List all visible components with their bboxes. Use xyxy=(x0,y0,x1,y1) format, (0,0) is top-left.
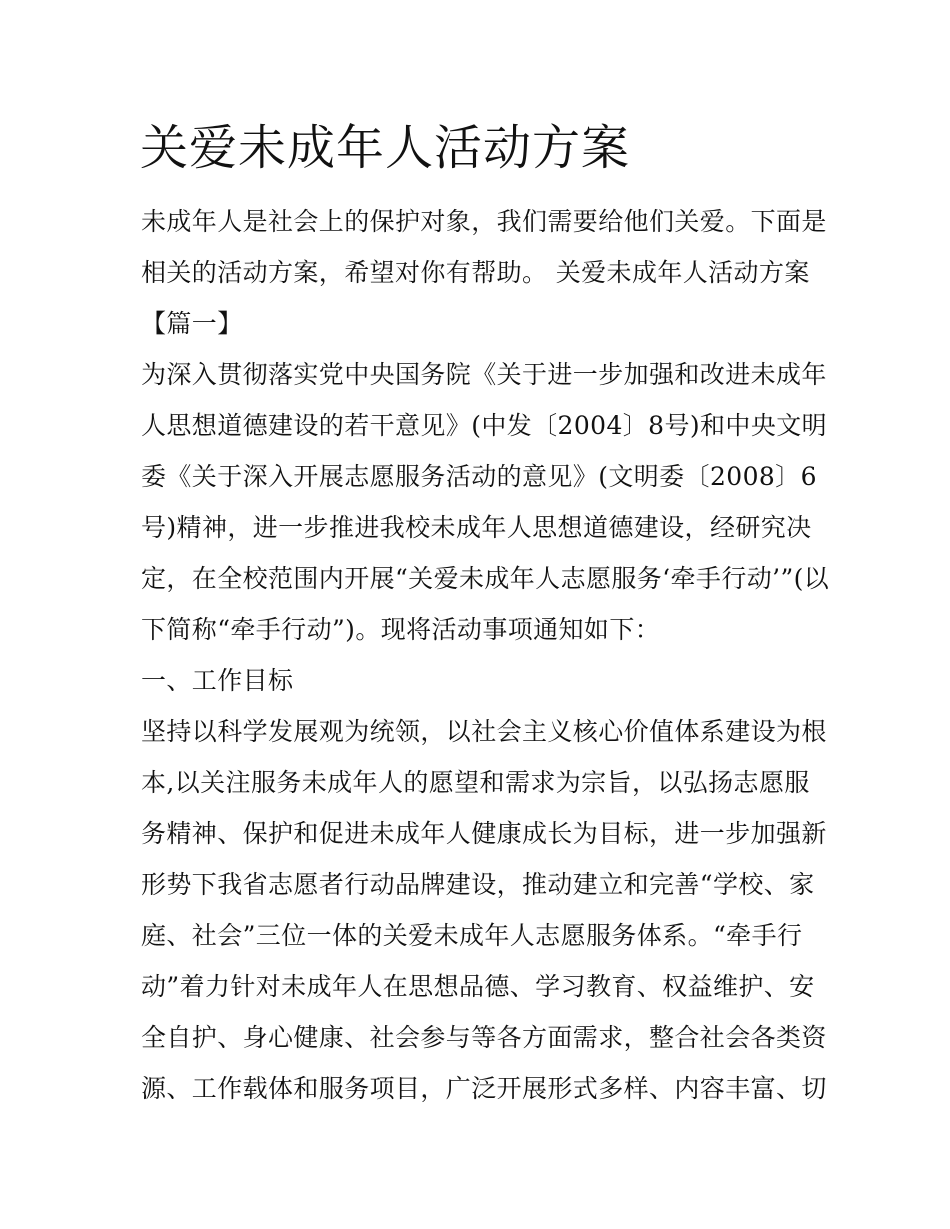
text-line: 定，在全校范围内开展“关爱未成年人志愿服务‘牵手行动’”(以 xyxy=(141,564,830,593)
text-line: 全自护、身心健康、社会参与等各方面需求，整合社会各类资 xyxy=(141,1023,827,1052)
text-line: 相关的活动方案，希望对你有帮助。 关爱未成年人活动方案 xyxy=(141,258,810,287)
document-title: 关爱未成年人活动方案 xyxy=(140,120,631,176)
text-line: 源、工作载体和服务项目，广泛开展形式多样、内容丰富、切 xyxy=(141,1074,827,1103)
section-heading-part-one: 【篇一】 xyxy=(141,309,243,338)
text-line: 为深入贯彻落实党中央国务院《关于进一步加强和改进未成年 xyxy=(141,360,827,389)
text-line: 下简称“牵手行动”)。现将活动事项通知如下： xyxy=(141,615,661,644)
text-line: 庭、社会”三位一体的关爱未成年人志愿服务体系。“牵手行 xyxy=(141,921,803,950)
text-line: 本,以关注服务未成年人的愿望和需求为宗旨，以弘扬志愿服 xyxy=(141,768,810,797)
text-line: 形势下我省志愿者行动品牌建设，推动建立和完善“学校、家 xyxy=(141,870,815,899)
text-line: 人思想道德建设的若干意见》(中发〔2004〕8号)和中央文明 xyxy=(141,411,828,440)
text-line: 未成年人是社会上的保护对象，我们需要给他们关爱。下面是 xyxy=(141,207,827,236)
text-line: 委《关于深入开展志愿服务活动的意见》(文明委〔2008〕6 xyxy=(141,462,817,491)
section-heading-work-goals: 一、工作目标 xyxy=(141,666,294,695)
text-line: 号)精神，进一步推进我校未成年人思想道德建设，经研究决 xyxy=(141,513,812,542)
text-line: 坚持以科学发展观为统领，以社会主义核心价值体系建设为根 xyxy=(141,717,827,746)
text-line: 动”着力针对未成年人在思想品德、学习教育、权益维护、安 xyxy=(141,972,815,1001)
text-line: 务精神、保护和促进未成年人健康成长为目标，进一步加强新 xyxy=(141,819,827,848)
